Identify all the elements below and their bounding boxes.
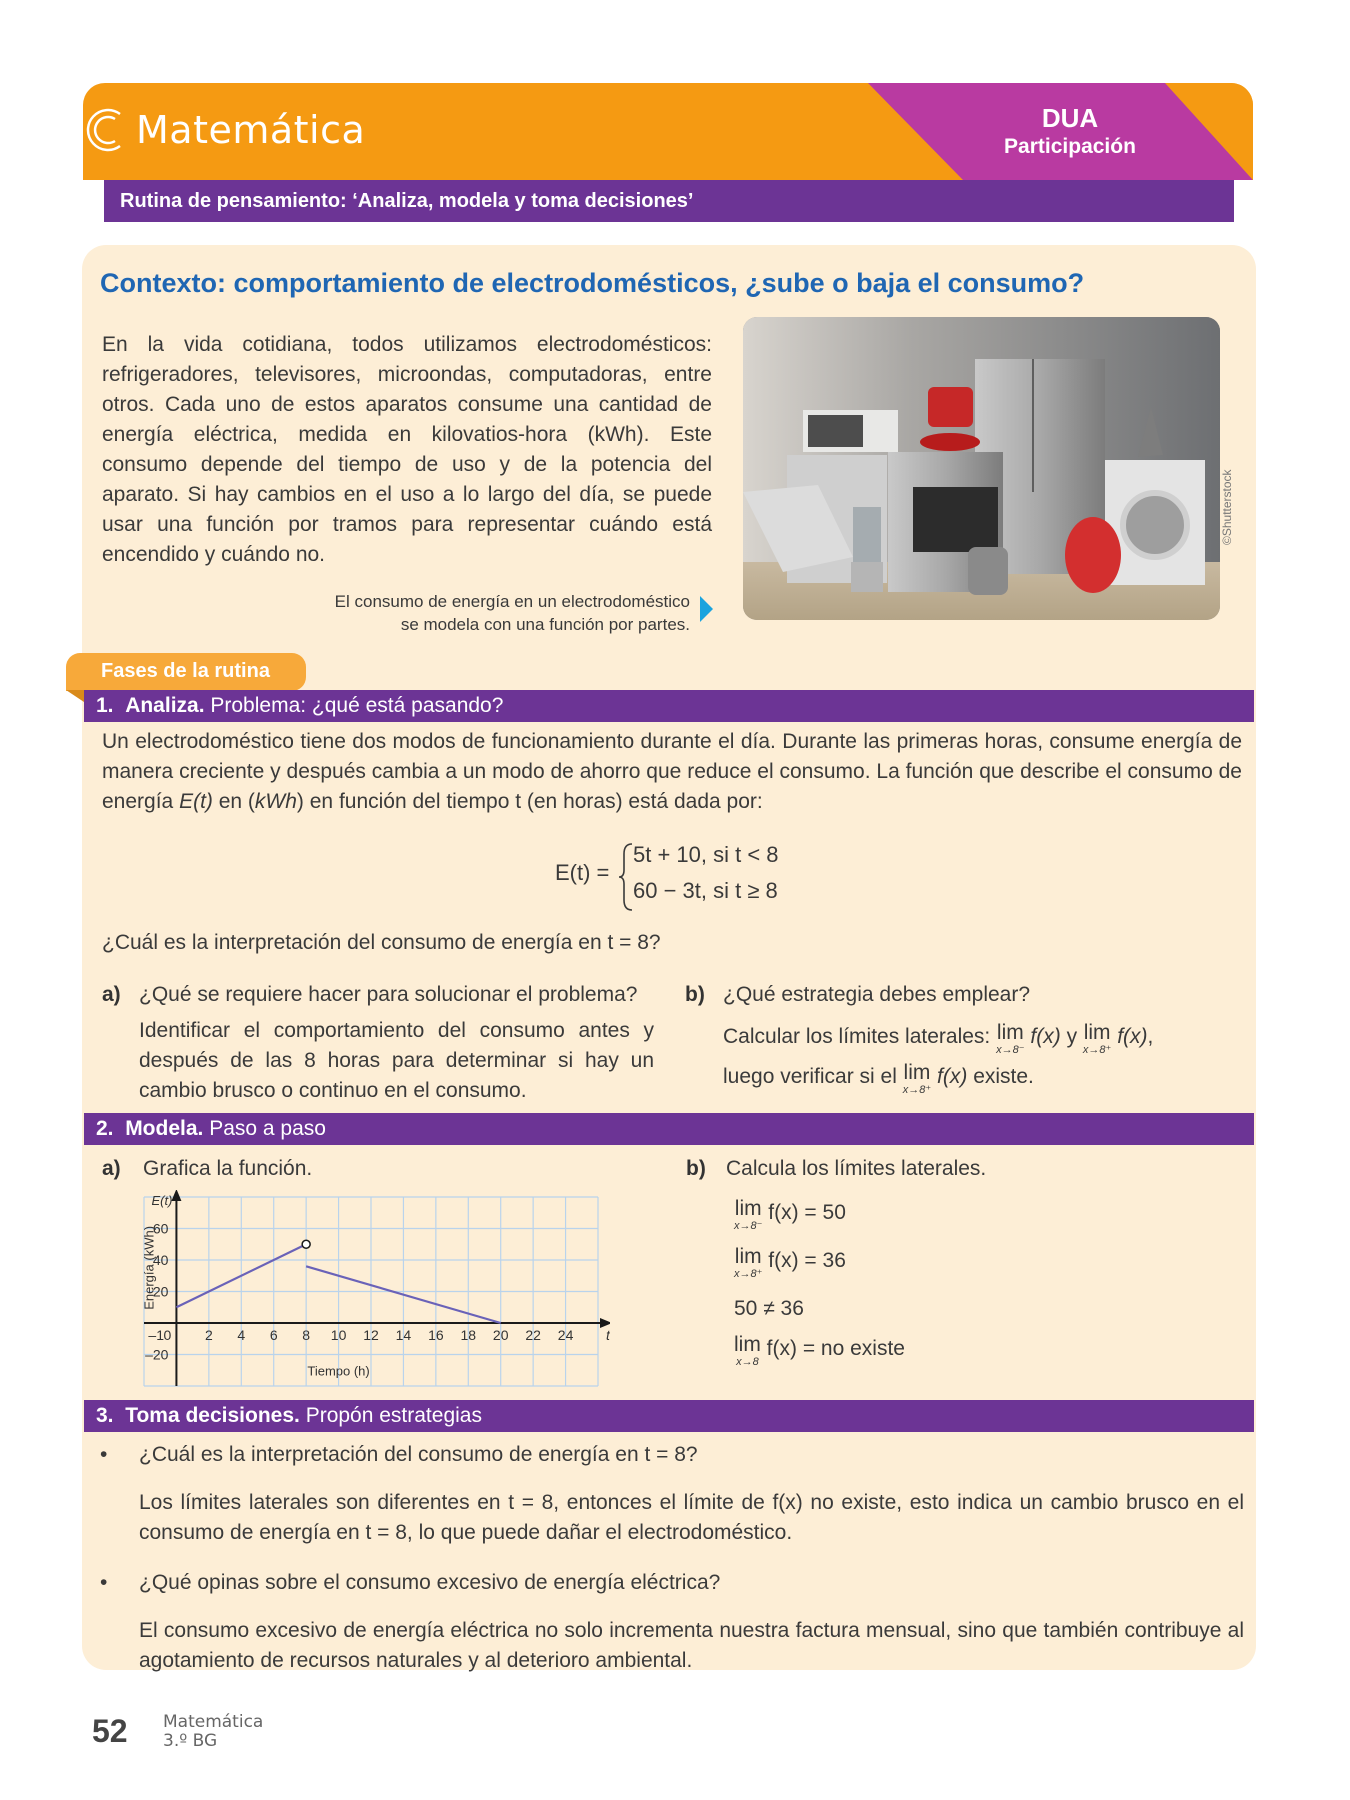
section-1-bold: Analiza.	[125, 694, 205, 717]
x-tick-label: 18	[460, 1327, 477, 1343]
x-tick-label: 10	[330, 1327, 347, 1343]
limit-value: f(x) = no existe	[766, 1337, 905, 1360]
formula-brace-icon	[618, 842, 634, 912]
limit	[903, 1062, 931, 1096]
x-tick-label: 24	[557, 1327, 574, 1343]
phases-tab-label: Fases de la rutina	[101, 660, 270, 682]
phases-tab-fold	[66, 690, 84, 702]
footer-subject: Matemática	[163, 1712, 264, 1732]
left-limit	[734, 1198, 846, 1232]
y-tick-label: 60	[152, 1220, 169, 1237]
paragraph-et: E(t)	[179, 790, 213, 813]
lim-sub: x→8⁺	[734, 1268, 763, 1280]
lim-word: lim	[996, 1021, 1024, 1044]
item-a-label: a)	[102, 1157, 121, 1180]
page-number: 52	[92, 1713, 128, 1749]
y-tick-label: 20	[152, 1283, 169, 1300]
x-tick-label: 14	[395, 1327, 412, 1343]
x-tick-label: 4	[237, 1327, 246, 1343]
y-tick-label: –20	[145, 1346, 169, 1363]
fx: f(x)	[1117, 1025, 1148, 1048]
x-tick-label: 0	[163, 1327, 172, 1343]
item-a-text: Grafica la función.	[143, 1157, 313, 1180]
bullet-question-2: ¿Qué opinas sobre el consumo excesivo de energía eléctrica?	[139, 1571, 721, 1594]
paragraph-text: Un electrodoméstico tiene dos modos de funcionamiento durante el día. Durante las primeras horas, consume energía de manera creciente y después cambia a un modo de ahorro que reduce el consumo. La función que describe el consumo de energía	[102, 730, 1242, 813]
limit-value: f(x) = 50	[768, 1201, 846, 1224]
item-b-label: b)	[686, 1157, 706, 1180]
section-2-number: 2.	[96, 1117, 114, 1140]
limit-right	[1083, 1022, 1111, 1056]
formula-case-2: 60 − 3t, si t ≥ 8	[633, 878, 778, 903]
paragraph-text: ) en función del tiempo t (en horas) está dada por:	[296, 790, 763, 813]
item-a-question: ¿Qué se requiere hacer para solucionar el problema?	[139, 983, 638, 1006]
right-limit	[734, 1246, 846, 1280]
bullet-icon: •	[100, 1443, 108, 1466]
limits-inequality: 50 ≠ 36	[734, 1297, 804, 1320]
section-2-title	[96, 1117, 326, 1141]
section-3-rest: Propón estrategias	[299, 1404, 482, 1427]
y-tick-label: 40	[152, 1252, 169, 1268]
lim-sub: x→8⁺	[902, 1084, 932, 1096]
x-axis-name: t	[606, 1327, 610, 1343]
appliances-photo	[743, 317, 1220, 620]
paragraph-kwh: kWh	[254, 790, 297, 813]
x-tick-label: 16	[428, 1327, 444, 1343]
limit-conclusion	[734, 1334, 905, 1368]
section-3-title	[96, 1404, 482, 1428]
y-axis-name: E(t)	[151, 1193, 173, 1208]
section-1-rest: Problema: ¿qué está pasando?	[204, 694, 504, 717]
section-2-bold: Modela.	[125, 1117, 204, 1140]
lim-sub: x→8	[736, 1356, 759, 1368]
answer-text: ,	[1147, 1025, 1154, 1048]
item-b-answer-line-2	[723, 1062, 1034, 1096]
caption-arrow-icon	[700, 596, 713, 622]
item-b-label: b)	[685, 983, 705, 1006]
x-tick-label: –1	[148, 1327, 165, 1343]
photo-caption	[280, 590, 690, 636]
x-tick-label: 22	[525, 1327, 541, 1343]
answer-text: luego verificar si el	[723, 1065, 897, 1088]
chart-grid	[141, 1197, 598, 1386]
photo-credit: ©Shutterstock	[1220, 469, 1234, 545]
context-intro: En la vida cotidiana, todos utilizamos electrodomésticos: refrigeradores, televisores, microondas, computadoras, entre otros. Cada uno de estos aparatos consume una cantidad de energía eléctrica, medida en kilovatios-hora (kWh). Este consumo depende del tiempo de uso y de la potencia del aparato. Si hay cambios en el uso a lo largo del día, se puede usar una función por tramos para representar cuándo está encendido y cuándo no.	[102, 333, 712, 566]
section-3-bold: Toma decisiones.	[125, 1404, 300, 1427]
caption-line-1: El consumo de energía en un electrodoméstico	[334, 592, 690, 611]
x-axis-label: Tiempo (h)	[307, 1363, 370, 1379]
bullet-question-1: ¿Cuál es la interpretación del consumo de energía en t = 8?	[139, 1443, 698, 1466]
limit-left	[996, 1022, 1024, 1056]
bullet-answer-2: El consumo excesivo de energía eléctrica no solo incrementa nuestra factura mensual, sino que también contribuye al agotamiento de recursos naturales y al deterioro ambiental.	[139, 1619, 1244, 1672]
lim-sub: x→8⁻	[734, 1220, 763, 1232]
bullet-answer-1: Los límites laterales son diferentes en t = 8, entonces el límite de f(x) no existe, esto indica un cambio brusco en el consumo de energía en t = 8, lo que puede dañar el electrodoméstico.	[139, 1491, 1244, 1544]
open-endpoint-marker	[302, 1240, 310, 1248]
caption-line-2: se modela con una función por partes.	[400, 615, 690, 634]
lim-word: lim	[734, 1197, 762, 1220]
item-b-text: Calcula los límites laterales.	[726, 1157, 987, 1180]
item-a-answer: Identificar el comportamiento del consumo antes y después de las 8 horas para determinar si hay un cambio brusco o continuo en el consumo.	[139, 1019, 654, 1102]
section-1-question: ¿Cuál es la interpretación del consumo de energía en t = 8?	[102, 931, 661, 954]
lim-sub: x→8⁻	[996, 1044, 1025, 1056]
fx: f(x)	[937, 1065, 968, 1088]
x-tick-label: 2	[204, 1327, 213, 1343]
x-tick-label: 8	[302, 1327, 311, 1343]
section-3-number: 3.	[96, 1404, 114, 1427]
section-1-number: 1.	[96, 694, 114, 717]
subject-title: Matemática	[136, 108, 366, 152]
item-a-label: a)	[102, 983, 121, 1006]
section-1-paragraph	[102, 727, 1242, 817]
item-b-question: ¿Qué estrategia debes emplear?	[723, 983, 1031, 1006]
item-b-answer-line-1	[723, 1022, 1153, 1056]
answer-text: Calcular los límites laterales:	[723, 1025, 991, 1048]
section-2-rest: Paso a paso	[203, 1117, 326, 1140]
paragraph-text: en (	[212, 790, 255, 813]
lim-word: lim	[734, 1245, 762, 1268]
limit-value: f(x) = 36	[768, 1249, 846, 1272]
lim-sub: x→8⁺	[1082, 1044, 1112, 1056]
x-tick-label: 20	[492, 1327, 509, 1343]
subject-logo-icon	[84, 104, 128, 156]
y-axis-label: Energía (kWh)	[141, 1225, 157, 1310]
lim-word: lim	[734, 1333, 761, 1356]
lim	[734, 1334, 761, 1368]
lim-word: lim	[903, 1061, 931, 1084]
x-tick-label: 6	[269, 1327, 278, 1343]
answer-text: y	[1066, 1025, 1078, 1048]
formula-lhs: E(t) =	[555, 860, 610, 885]
bullet-icon: •	[100, 1571, 108, 1594]
energy-chart	[140, 1190, 610, 1390]
dua-badge-title: DUA	[1041, 103, 1099, 133]
x-tick-label: 12	[363, 1327, 379, 1343]
y-axis-arrow-icon	[171, 1190, 181, 1201]
fx: f(x)	[1030, 1025, 1061, 1048]
lim-word: lim	[1083, 1021, 1111, 1044]
lim	[734, 1246, 762, 1280]
dua-badge-subtitle: Participación	[1004, 135, 1136, 158]
routine-title: Rutina de pensamiento: ‘Analiza, modela y toma decisiones’	[120, 190, 694, 212]
context-title: Contexto: comportamiento de electrodomésticos, ¿sube o baja el consumo?	[100, 268, 1085, 298]
section-1-title	[96, 694, 503, 718]
footer-grade: 3.º BG	[163, 1731, 218, 1751]
lim	[734, 1198, 762, 1232]
formula-case-1: 5t + 10, si t < 8	[633, 842, 779, 867]
answer-text: existe.	[973, 1065, 1034, 1088]
